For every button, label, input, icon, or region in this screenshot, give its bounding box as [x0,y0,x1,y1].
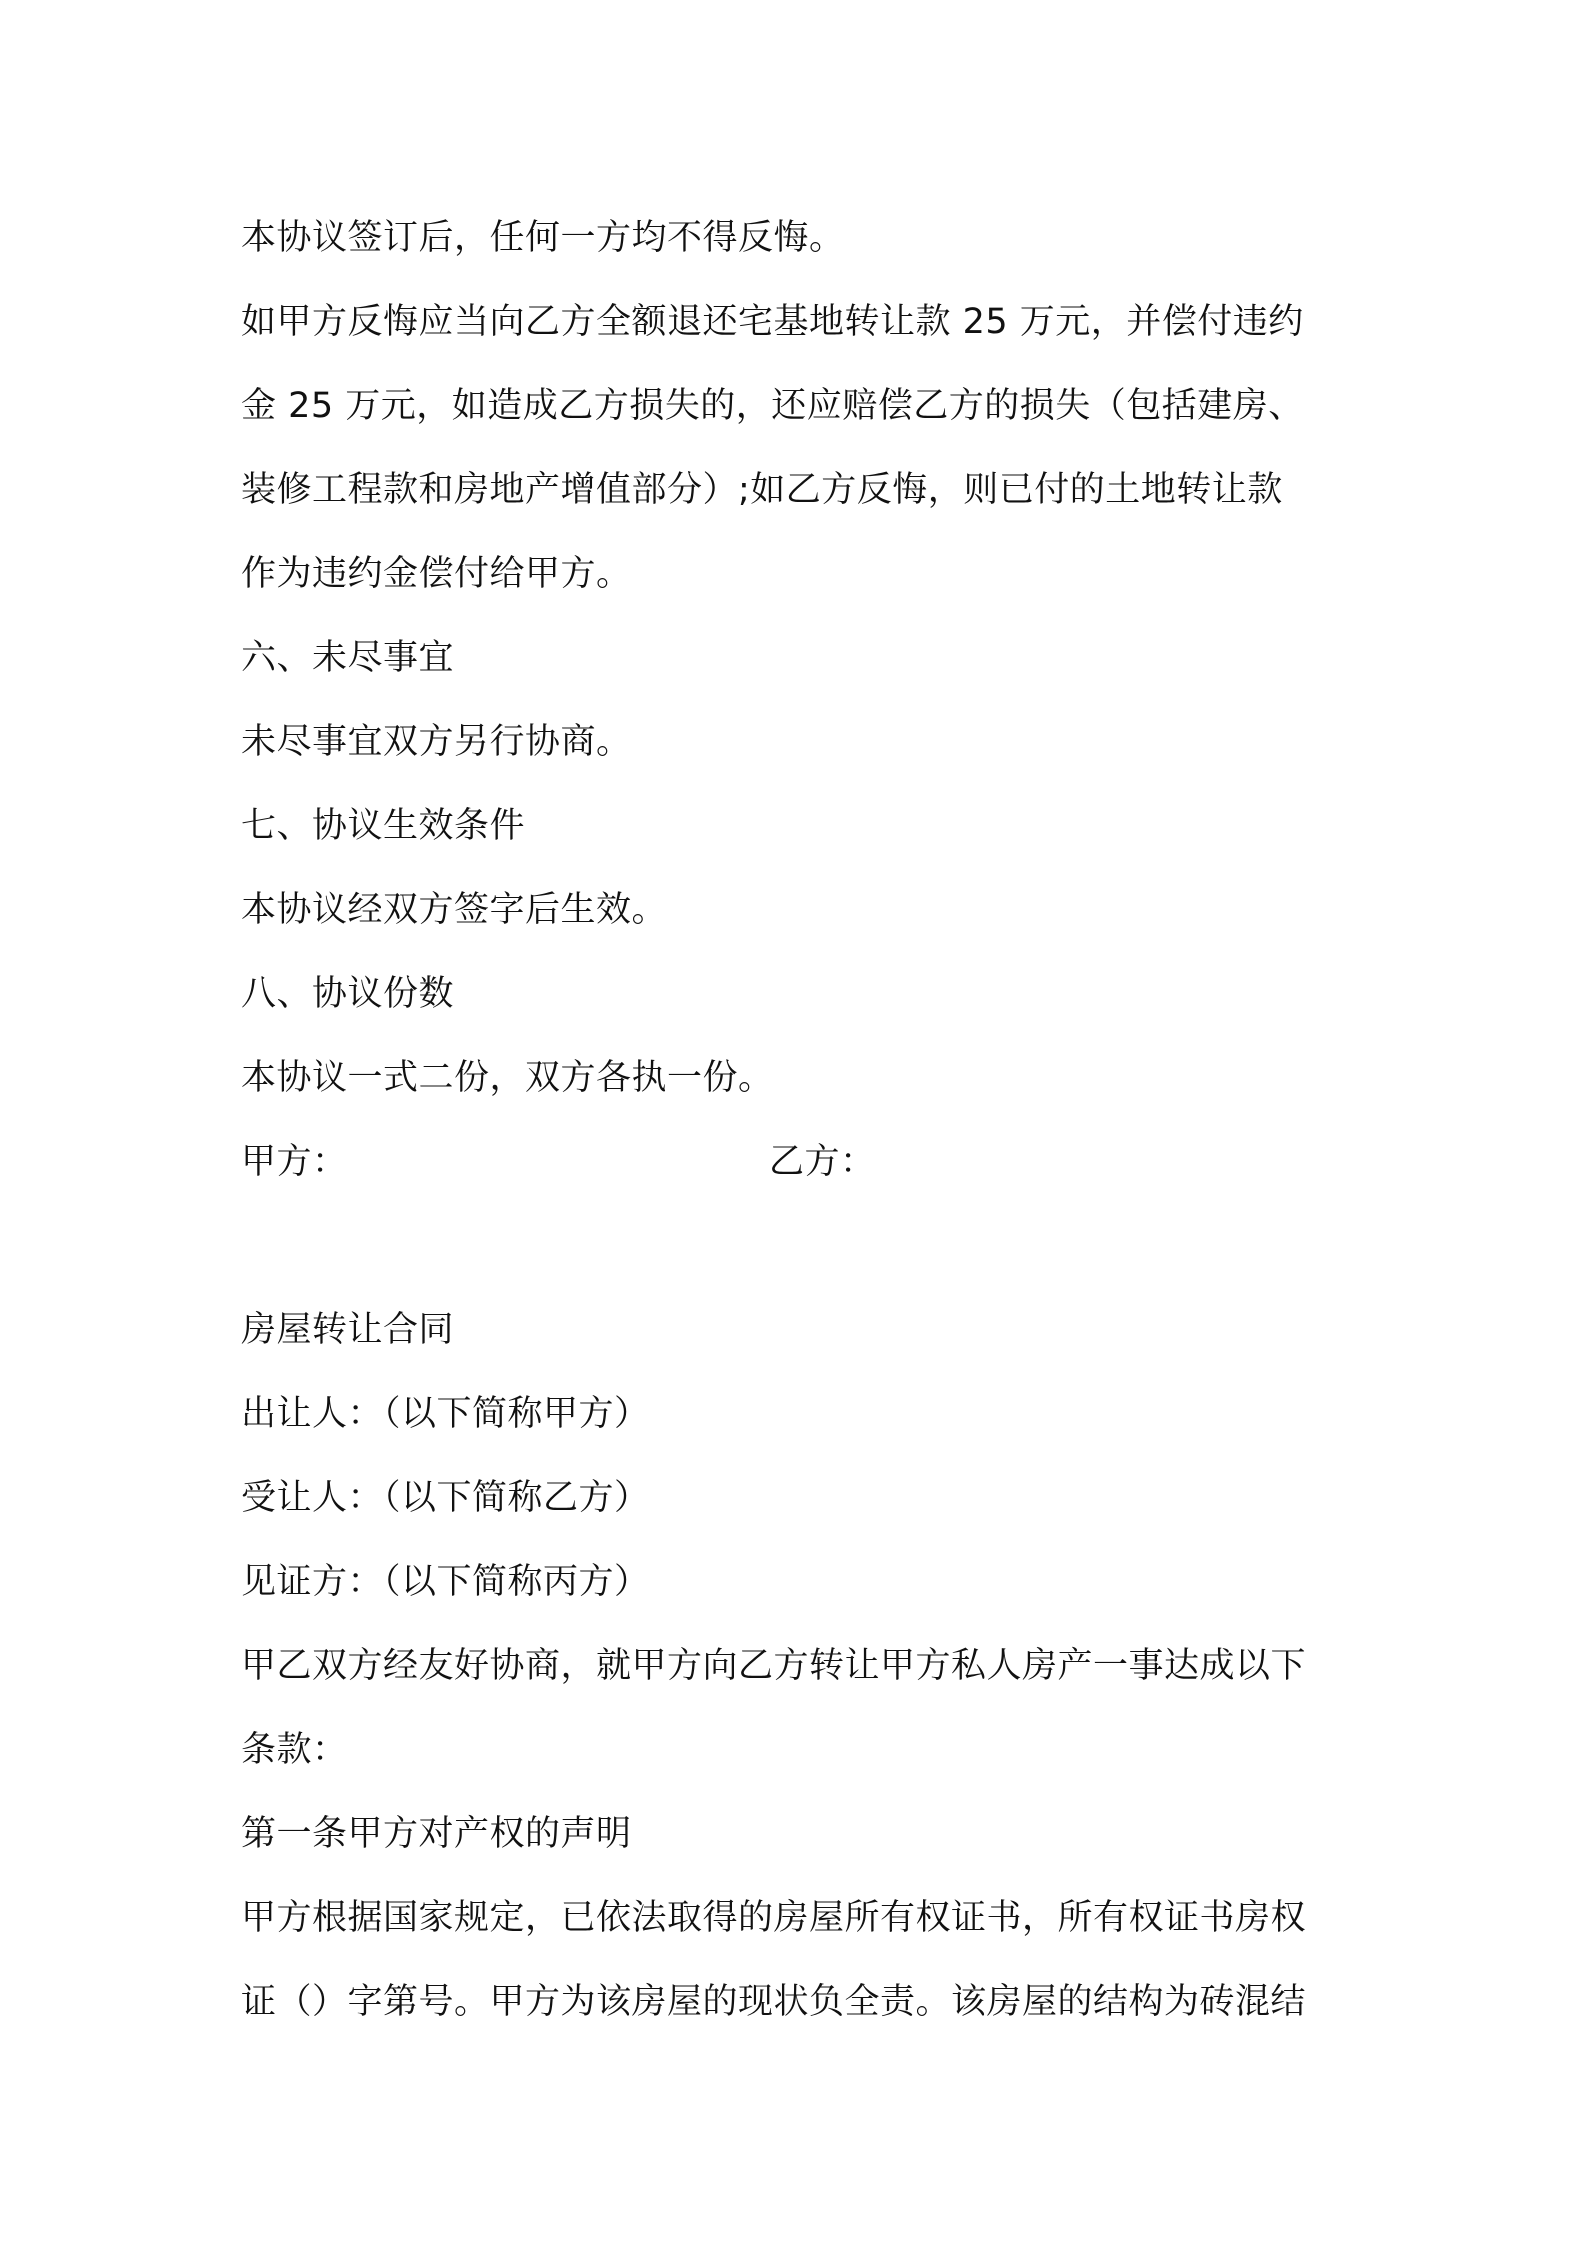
signature-party-a: 甲方： [241,1142,348,1182]
intro-line-1: 甲乙双方经友好协商，就甲方向乙方转让甲方私人房产一事达成以下 [241,1646,1307,1686]
party-seller: 出让人：（以下简称甲方） [241,1394,650,1434]
contract-title: 房屋转让合同 [241,1310,455,1350]
clause-breach-line-3: 装修工程款和房地产增值部分）;如乙方反悔，则已付的土地转让款 [241,470,1283,510]
clause-breach-line-4: 作为违约金偿付给甲方。 [241,554,632,594]
intro-line-2: 条款： [241,1730,348,1770]
article-1-line-2: 证（）字第号。甲方为该房屋的现状负全责。该房屋的结构为砖混结 [241,1982,1307,2022]
section-gap [241,1204,1361,1288]
clause-effective-conditions: 本协议经双方签字后生效。 [241,890,668,930]
clause-breach-line-1: 如甲方反悔应当向乙方全额退还宅基地转让款 25 万元，并偿付违约 [241,302,1304,342]
document-page [241,196,1361,2044]
clause-breach-line-2: 金 25 万元，如造成乙方损失的，还应赔偿乙方的损失（包括建房、 [241,386,1304,426]
article-1-title: 第一条甲方对产权的声明 [241,1814,632,1854]
heading-copies: 八、协议份数 [241,974,455,1014]
heading-effective-conditions: 七、协议生效条件 [241,806,526,846]
heading-unresolved-matters: 六、未尽事宜 [241,638,455,678]
signature-row [241,1120,1361,1204]
clause-no-regret: 本协议签订后，任何一方均不得反悔。 [241,218,845,258]
clause-copies: 本协议一式二份，双方各执一份。 [241,1058,774,1098]
party-buyer: 受让人：（以下简称乙方） [241,1478,650,1518]
clause-unresolved-matters: 未尽事宜双方另行协商。 [241,722,632,762]
signature-party-b: 乙方： [769,1142,876,1182]
article-1-line-1: 甲方根据国家规定，已依法取得的房屋所有权证书，所有权证书房权 [241,1898,1307,1938]
party-witness: 见证方：（以下简称丙方） [241,1562,650,1602]
